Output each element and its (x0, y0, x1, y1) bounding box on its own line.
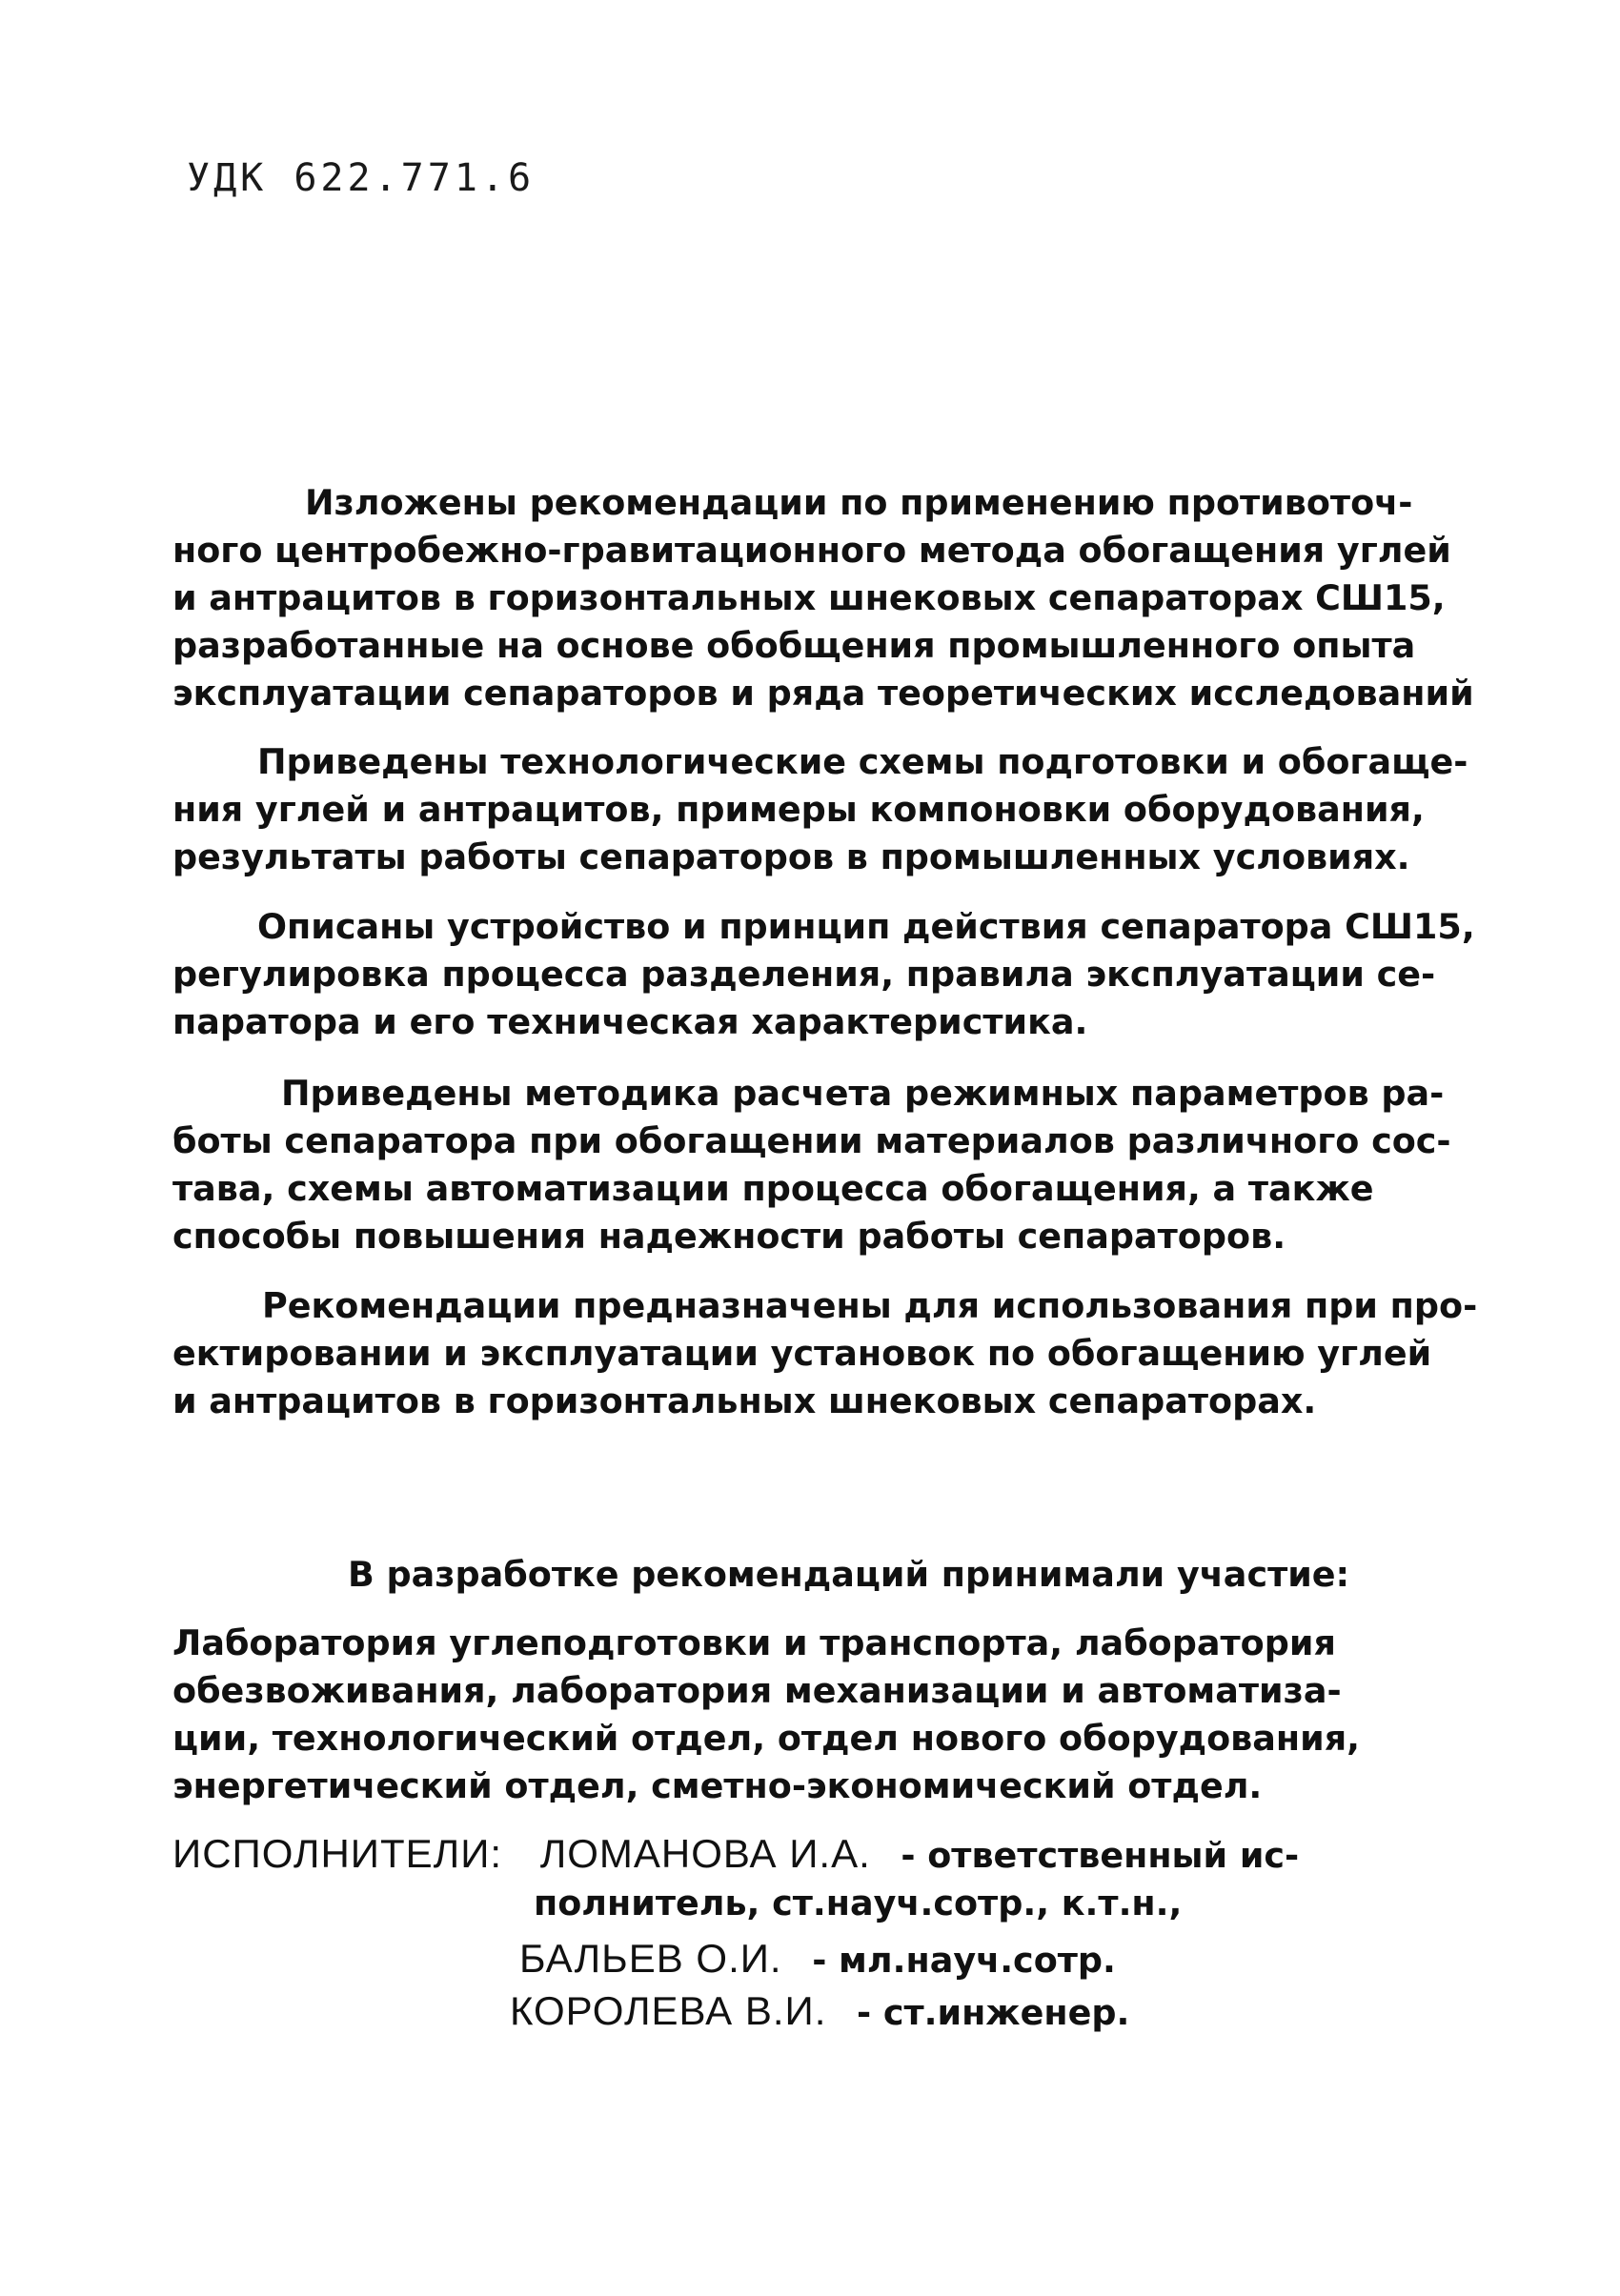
paragraph-line: Приведены технологические схемы подготовки и обогаще- (257, 741, 1468, 782)
paragraph-line: Описаны устройство и принцип действия сепаратора СШ15, (257, 906, 1475, 947)
paragraph-line: Приведены методика расчета режимных параметров ра- (281, 1073, 1445, 1114)
executor-row-3 (510, 1988, 1130, 2033)
paragraph-line: ния углей и антрацитов, примеры компоновки оборудования, (172, 789, 1425, 830)
paragraph-line: боты сепаратора при обогащении материалов различного сос- (172, 1120, 1451, 1161)
paragraph-line: и антрацитов в горизонтальных шнековых сепараторах СШ15, (172, 577, 1446, 618)
executor-name: КОРОЛЕВА В.И. (510, 1988, 827, 2033)
executor-row-1 (172, 1831, 1300, 1876)
udk-code: УДК 622.771.6 (187, 156, 536, 200)
executor-role: - ст.инженер. (856, 1992, 1130, 2033)
paragraph-line: ектировании и эксплуатации установок по обогащению углей (172, 1333, 1432, 1374)
participants-line: Лаборатория углеподготовки и транспорта, лаборатория (172, 1622, 1336, 1663)
paragraph-line: и антрацитов в горизонтальных шнековых сепараторах. (172, 1380, 1317, 1421)
paragraph-line: ного центробежно-гравитационного метода обогащения углей (172, 530, 1451, 571)
executor-role: - ответственный ис- (901, 1835, 1300, 1876)
paragraph-line: Рекомендации предназначены для использования при про- (262, 1285, 1478, 1326)
executor-row-2 (519, 1936, 1116, 1981)
executors-label: ИСПОЛНИТЕЛИ: (172, 1831, 503, 1876)
executor-role: - мл.науч.сотр. (812, 1940, 1116, 1981)
executor-name: БАЛЬЕВ О.И. (519, 1936, 782, 1981)
paragraph-line: тава, схемы автоматизации процесса обогащения, а также (172, 1168, 1374, 1209)
paragraph-line: Изложены рекомендации по применению противоточ- (305, 482, 1413, 523)
participants-heading: В разработке рекомендаций принимали участие: (348, 1554, 1350, 1595)
executor-name: ЛОМАНОВА И.А. (539, 1831, 871, 1876)
participants-line: обезвоживания, лаборатория механизации и автоматиза- (172, 1670, 1342, 1711)
executor-role-continuation: полнитель, ст.науч.сотр., к.т.н., (534, 1883, 1183, 1923)
paragraph-line: разработанные на основе обобщения промышленного опыта (172, 625, 1416, 666)
paragraph-line: регулировка процесса разделения, правила эксплуатации се- (172, 954, 1436, 995)
paragraph-line: способы повышения надежности работы сепараторов. (172, 1216, 1286, 1257)
paragraph-line: результаты работы сепараторов в промышленных условиях. (172, 836, 1410, 877)
participants-line: энергетический отдел, сметно-экономический отдел. (172, 1765, 1263, 1806)
participants-line: ции, технологический отдел, отдел нового оборудования, (172, 1718, 1360, 1759)
paragraph-line: паратора и его техническая характеристика. (172, 1001, 1088, 1042)
paragraph-line: эксплуатации сепараторов и ряда теоретических исследований (172, 673, 1474, 714)
